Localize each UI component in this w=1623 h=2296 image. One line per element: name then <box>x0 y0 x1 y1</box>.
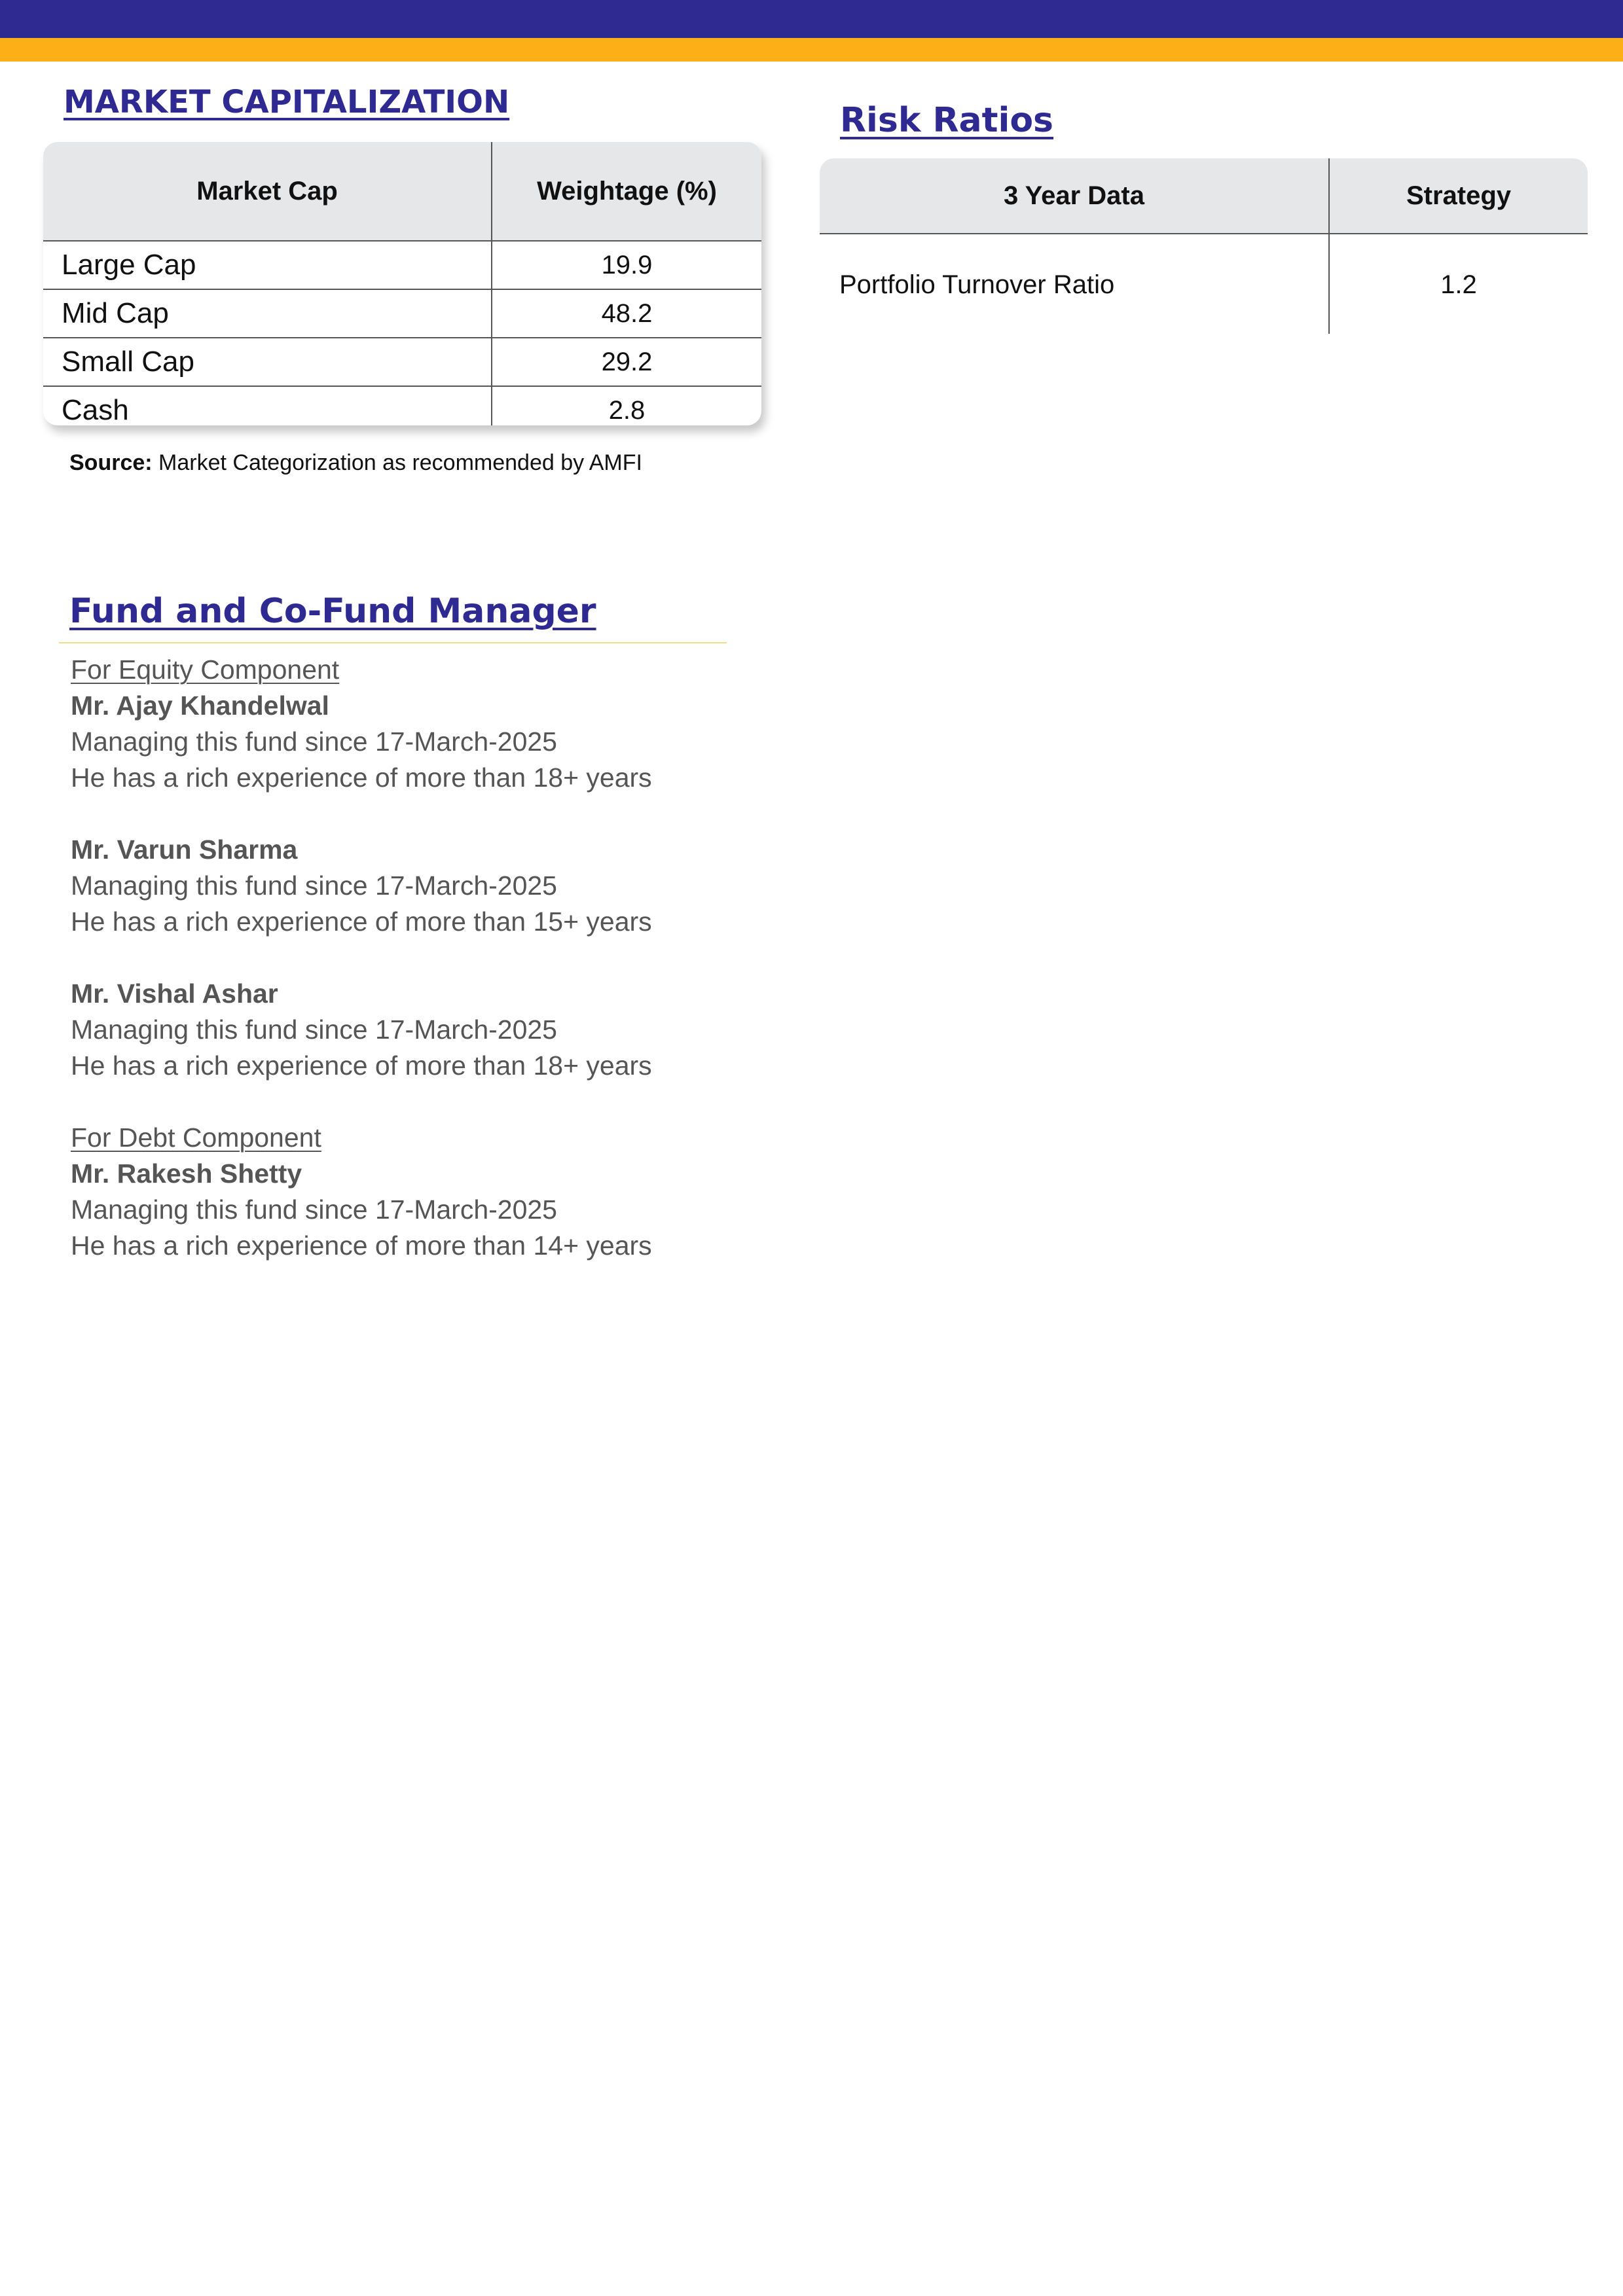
heading-divider <box>59 642 727 643</box>
manager-entry <box>71 832 758 940</box>
market-cap-table <box>43 142 761 425</box>
manager-entry <box>71 688 758 796</box>
manager-entry <box>71 1156 758 1264</box>
manager-since: Managing this fund since 17-March-2025 <box>71 1194 557 1225</box>
column-header-strategy: Strategy <box>1329 158 1588 234</box>
table-header-row <box>43 142 761 241</box>
table-row <box>43 241 761 289</box>
table-row <box>43 289 761 338</box>
manager-entry <box>71 976 758 1084</box>
column-header-market-cap: Market Cap <box>43 142 492 241</box>
row-value: 48.2 <box>492 289 761 338</box>
manager-since: Managing this fund since 17-March-2025 <box>71 1014 557 1045</box>
column-header-3-year-data: 3 Year Data <box>820 158 1329 234</box>
manager-experience: He has a rich experience of more than 15+ years <box>71 906 652 937</box>
manager-experience: He has a rich experience of more than 14+ years <box>71 1230 652 1261</box>
debt-component-label: For Debt Component <box>71 1122 321 1153</box>
row-label: Large Cap <box>43 241 492 289</box>
manager-experience: He has a rich experience of more than 18+ years <box>71 1050 652 1081</box>
manager-since: Managing this fund since 17-March-2025 <box>71 870 557 901</box>
column-header-weightage: Weightage (%) <box>492 142 761 241</box>
market-cap-table-container <box>43 142 761 425</box>
table-header-row <box>820 158 1588 234</box>
spacer <box>71 1084 758 1120</box>
header-band-blue <box>0 0 1623 38</box>
row-value: 19.9 <box>492 241 761 289</box>
risk-ratios-heading: Risk Ratios <box>840 101 1053 140</box>
row-label: Small Cap <box>43 338 492 386</box>
spacer <box>71 796 758 832</box>
risk-ratios-table-container <box>820 158 1588 334</box>
row-label: Cash <box>43 386 492 425</box>
manager-experience: He has a rich experience of more than 18+ years <box>71 762 652 793</box>
manager-since: Managing this fund since 17-March-2025 <box>71 726 557 757</box>
fund-manager-heading: Fund and Co-Fund Manager <box>69 592 596 631</box>
market-cap-heading: MARKET CAPITALIZATION <box>64 84 510 120</box>
table-row <box>43 338 761 386</box>
spacer <box>71 940 758 976</box>
source-text: Market Categorization as recommended by AMFI <box>158 450 642 475</box>
risk-ratios-table <box>820 158 1588 334</box>
manager-name: Mr. Varun Sharma <box>71 834 298 865</box>
manager-name: Mr. Vishal Ashar <box>71 978 278 1009</box>
row-label: Portfolio Turnover Ratio <box>820 234 1329 334</box>
header-band-orange <box>0 38 1623 62</box>
table-row <box>820 234 1588 334</box>
equity-component-label: For Equity Component <box>71 655 340 685</box>
row-value: 29.2 <box>492 338 761 386</box>
manager-name: Mr. Ajay Khandelwal <box>71 691 329 721</box>
fund-manager-list <box>71 652 758 1264</box>
table-row <box>43 386 761 425</box>
row-label: Mid Cap <box>43 289 492 338</box>
market-cap-source-note <box>69 450 642 476</box>
manager-name: Mr. Rakesh Shetty <box>71 1158 302 1189</box>
row-value: 1.2 <box>1329 234 1588 334</box>
row-value: 2.8 <box>492 386 761 425</box>
source-label: Source: <box>69 450 153 475</box>
